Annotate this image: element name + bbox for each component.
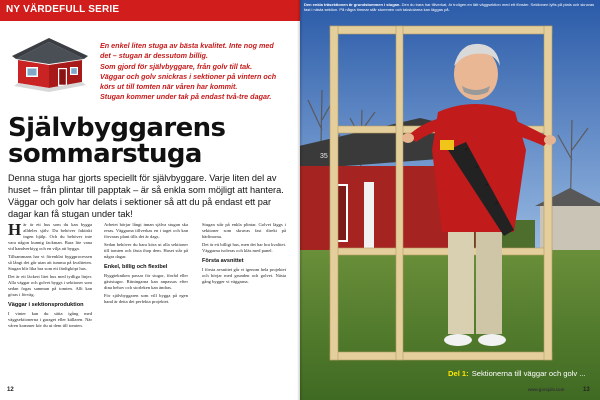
part-caption (448, 369, 586, 378)
paragraph: Byggtekniken passar för stugor, förråd eller gäststugor. Ritningarna kan anpassas efter dina behov och storleken kan ändras. (104, 273, 188, 290)
photo-caption-text: Den du bara har tillverkat, är troligen en lätt väggsektion med ett fönster. Sektionen lyfts på plats och skruvas fast i nästa sektion. På några timmar står stommen och takstolarna kan läggas på. (304, 2, 595, 12)
paragraph: Sedan behöver du bara köra ut alla sektioner till tomten och fästa ihop dem. Huset står på några dagar. (104, 242, 188, 259)
paragraph-text: är är ett hus som du kan bygga alldeles själv. Du behöver faktiskt ingen hjälp. Och du behöver inte vara någon kunnig fackman. Bara lite vana vid handverktyg och en vilja att bygga. (8, 222, 92, 251)
intro-line: Stugan kommer under tak på endast två-tre dagar. (100, 92, 272, 102)
paragraph: Stugan står på enkla plintar. Golvet läggs i sektioner som skruvas fast direkt på bärlinorna. (202, 222, 286, 239)
drop-cap: H (8, 220, 22, 239)
article-lede: Denna stuga har gjorts speciellt för självbyggare. Varje liten del av huset – från plintar till papptak – är så enkla som möjligt att hantera. Väggar och golv har delats i sektioner så att du på endast ett par dagar kan få stugan under tak! (8, 173, 284, 219)
paragraph: Det är ett läckert litet hus med tydliga linjer. Alla väggar och golvet byggs i sektioner som sedan fogas samman på tomten. Allt kan göras i förväg. (8, 274, 92, 297)
part-number: Del 1: (448, 369, 469, 378)
paragraph: Arbetet börjar långt innan själva stugan ska resas. Väggarna tillverkas en i taget och kan förvaras plant tills det är dags. (104, 222, 188, 239)
paragraph: I vinter kan du sätta igång med väggsektionerna i garaget eller källaren. När våren kommer kör du ut dem till tomten. (8, 311, 92, 328)
intro-line: körs ut till tomten när våren har kommit. (100, 82, 238, 92)
intro-line: Som gjord för självbyggare, från golv till tak. (100, 61, 253, 71)
body-column-1 (8, 222, 92, 331)
photo-caption (304, 2, 596, 12)
intro-line: Väggar och golv snickras i sektioner på vintern och (100, 71, 277, 81)
paragraph: Det är ett billigt hus, men det har bra kvalitet. Väggarna isoleras och kläs med panel. (202, 242, 286, 253)
series-banner (0, 0, 300, 21)
paragraph: För självbyggaren som vill bygga på egen hand är detta det perfekta projektet. (104, 293, 188, 304)
body-column-2 (104, 222, 188, 307)
paragraph (8, 222, 92, 252)
headline-line: sommarstuga (8, 139, 202, 169)
paragraph: Tillsammans har vi förenklat byggprocessen så långt det går utan att tumma på kvaliteten. Stugan blir lika bra som ett färdigköpt hus. (8, 254, 92, 271)
subheading: Enkel, billig och flexibel (104, 264, 168, 270)
photo-caption-bold: Den enkla träsektionen är grundstommen i stugan. (304, 2, 401, 7)
right-page (300, 0, 600, 400)
page-number-right: 13 (583, 387, 590, 393)
page-number-left: 12 (7, 387, 14, 393)
subheading: Väggar i sektionsproduktion (8, 302, 84, 308)
cottage-illustration (6, 30, 92, 96)
spine-gutter (297, 0, 303, 400)
paragraph: I första avsnittet går vi igenom hela projektet och börjar med grunden och golvet. Nästa gång bygger vi väggarna. (202, 267, 286, 284)
svg-text:35: 35 (320, 153, 328, 160)
body-column-3 (202, 222, 286, 287)
series-label: NY VÄRDEFULL SERIE (6, 4, 120, 15)
subheading: Första avsnittet (202, 258, 244, 264)
intro-text (100, 41, 300, 102)
part-text: Sektionerna till väggar och golv ... (471, 369, 586, 378)
intro-line: det – stugan är dessutom billig. (100, 51, 208, 61)
article-headline (8, 115, 298, 167)
headline-line: Självbyggarens (8, 113, 226, 143)
site-url: www.gorsjalv.com (528, 387, 565, 392)
intro-line: En enkel liten stuga av bästa kvalitet. Inte nog med (100, 41, 274, 50)
builder-photo (300, 0, 600, 400)
